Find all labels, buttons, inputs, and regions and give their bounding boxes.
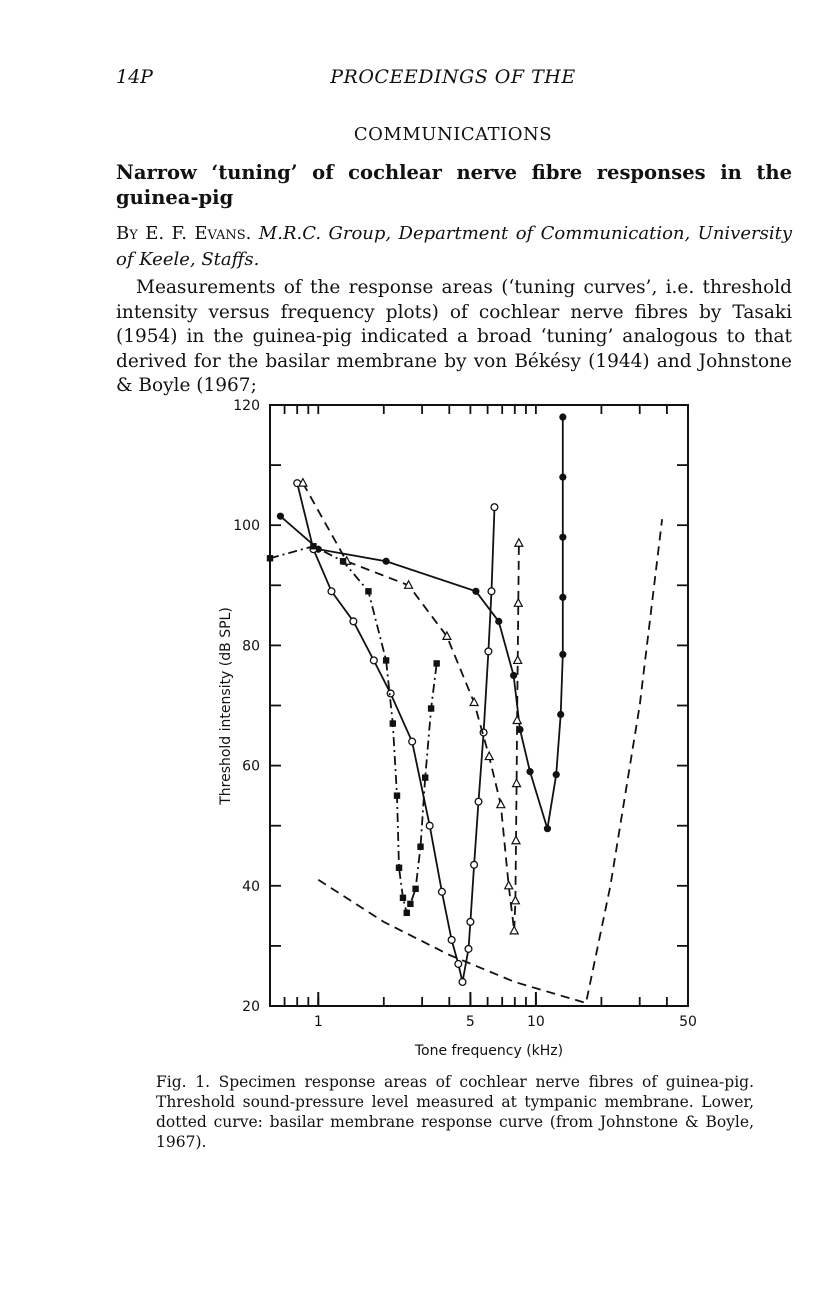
y-tick-label: 120 [233,398,260,414]
data-point [383,657,389,663]
data-point [526,768,533,775]
data-point [277,513,284,520]
data-point [439,888,446,895]
data-point [365,588,371,594]
data-point [400,895,406,901]
data-point [472,588,479,595]
data-point [553,771,560,778]
data-point [514,599,522,607]
data-point [510,926,518,934]
data-point [407,901,413,907]
data-point [350,618,357,625]
x-tick-label: 50 [679,1014,697,1030]
data-point [544,825,551,832]
plot-frame [270,405,688,1006]
data-point [559,534,566,541]
data-point [267,555,273,561]
plot-border [270,405,688,1006]
data-point [557,711,564,718]
data-point [409,738,416,745]
data-point [485,648,492,655]
data-point [511,896,519,904]
data-point [559,413,566,420]
series-layer [267,413,662,1003]
author-name: E. F. Evans. [145,223,252,244]
y-tick-label: 20 [242,999,260,1015]
data-point [513,716,521,724]
data-point [495,618,502,625]
data-point [455,961,462,968]
data-point [404,910,410,916]
x-axis-label: Tone frequency (kHz) [414,1043,564,1059]
data-point [471,861,478,868]
data-point [559,594,566,601]
data-point [433,660,439,666]
page-number: 14P [116,66,153,88]
y-tick-label: 100 [233,518,260,535]
byline [116,221,792,273]
data-point [515,539,523,547]
data-point [340,558,346,564]
data-point [491,504,498,511]
series-line-2 [297,483,494,982]
data-point [470,698,478,706]
data-point [505,881,513,889]
data-point [390,720,396,726]
data-point [467,918,474,925]
data-point [475,798,482,805]
x-tick-label: 1 [313,1014,323,1030]
data-point [459,979,466,986]
section-heading: COMMUNICATIONS [353,124,553,145]
journal-header: PROCEEDINGS OF THE [330,66,576,88]
tuning-curve-chart [200,390,720,1070]
y-axis-label: Threshold intensity (dB SPL) [218,607,234,805]
data-point [485,752,493,760]
data-point [512,836,520,844]
data-point [559,474,566,481]
figure-caption: Fig. 1. Specimen response areas of cochlear nerve fibres of guinea-pig. Threshold sound-pressure level measured at tympanic membrane. Lower, dotted curve: basilar membrane response curve (from Johnstone & Boyle, 1967). [156,1073,754,1151]
author-affiliation: M.R.C. Group, Department of Communication, University of Keele, Staffs. [116,223,792,270]
series-line-4 [270,546,437,913]
article-title: Narrow ‘tuning’ of cochlear nerve fibre responses in the guinea-pig [116,161,792,209]
data-point [422,774,428,780]
data-point [497,800,505,808]
data-point [488,588,495,595]
series-line-3 [303,483,519,931]
data-point [465,946,472,953]
data-point [394,792,400,798]
data-point [514,656,522,664]
data-point [396,865,402,871]
body-paragraph: Measurements of the response areas (‘tuning curves’, i.e. threshold intensity versus frequency plots) of cochlear nerve fibres by Tasaki (1954) in the guinea-pig indicated a broad ‘tuning’ analogous to that derived for the basilar membrane by von Békésy (1944) and Johnstone & Boyle (1967; [116,277,792,396]
data-point [417,844,423,850]
data-point [513,779,521,787]
axis-ticks [233,398,697,1030]
y-tick-label: 60 [242,758,260,775]
y-tick-label: 40 [242,878,260,895]
byline-by: By [116,223,138,244]
data-point [328,588,335,595]
data-point [448,936,455,943]
series-line-1 [280,417,562,829]
x-tick-label: 10 [526,1014,545,1030]
data-point [426,822,433,829]
data-point [510,672,517,679]
x-tick-label: 5 [465,1014,475,1030]
data-point [559,651,566,658]
data-point [428,705,434,711]
data-point [387,690,394,697]
y-tick-label: 80 [242,638,260,655]
data-point [310,543,316,549]
data-point [383,558,390,565]
data-point [412,886,418,892]
data-point [370,657,377,664]
